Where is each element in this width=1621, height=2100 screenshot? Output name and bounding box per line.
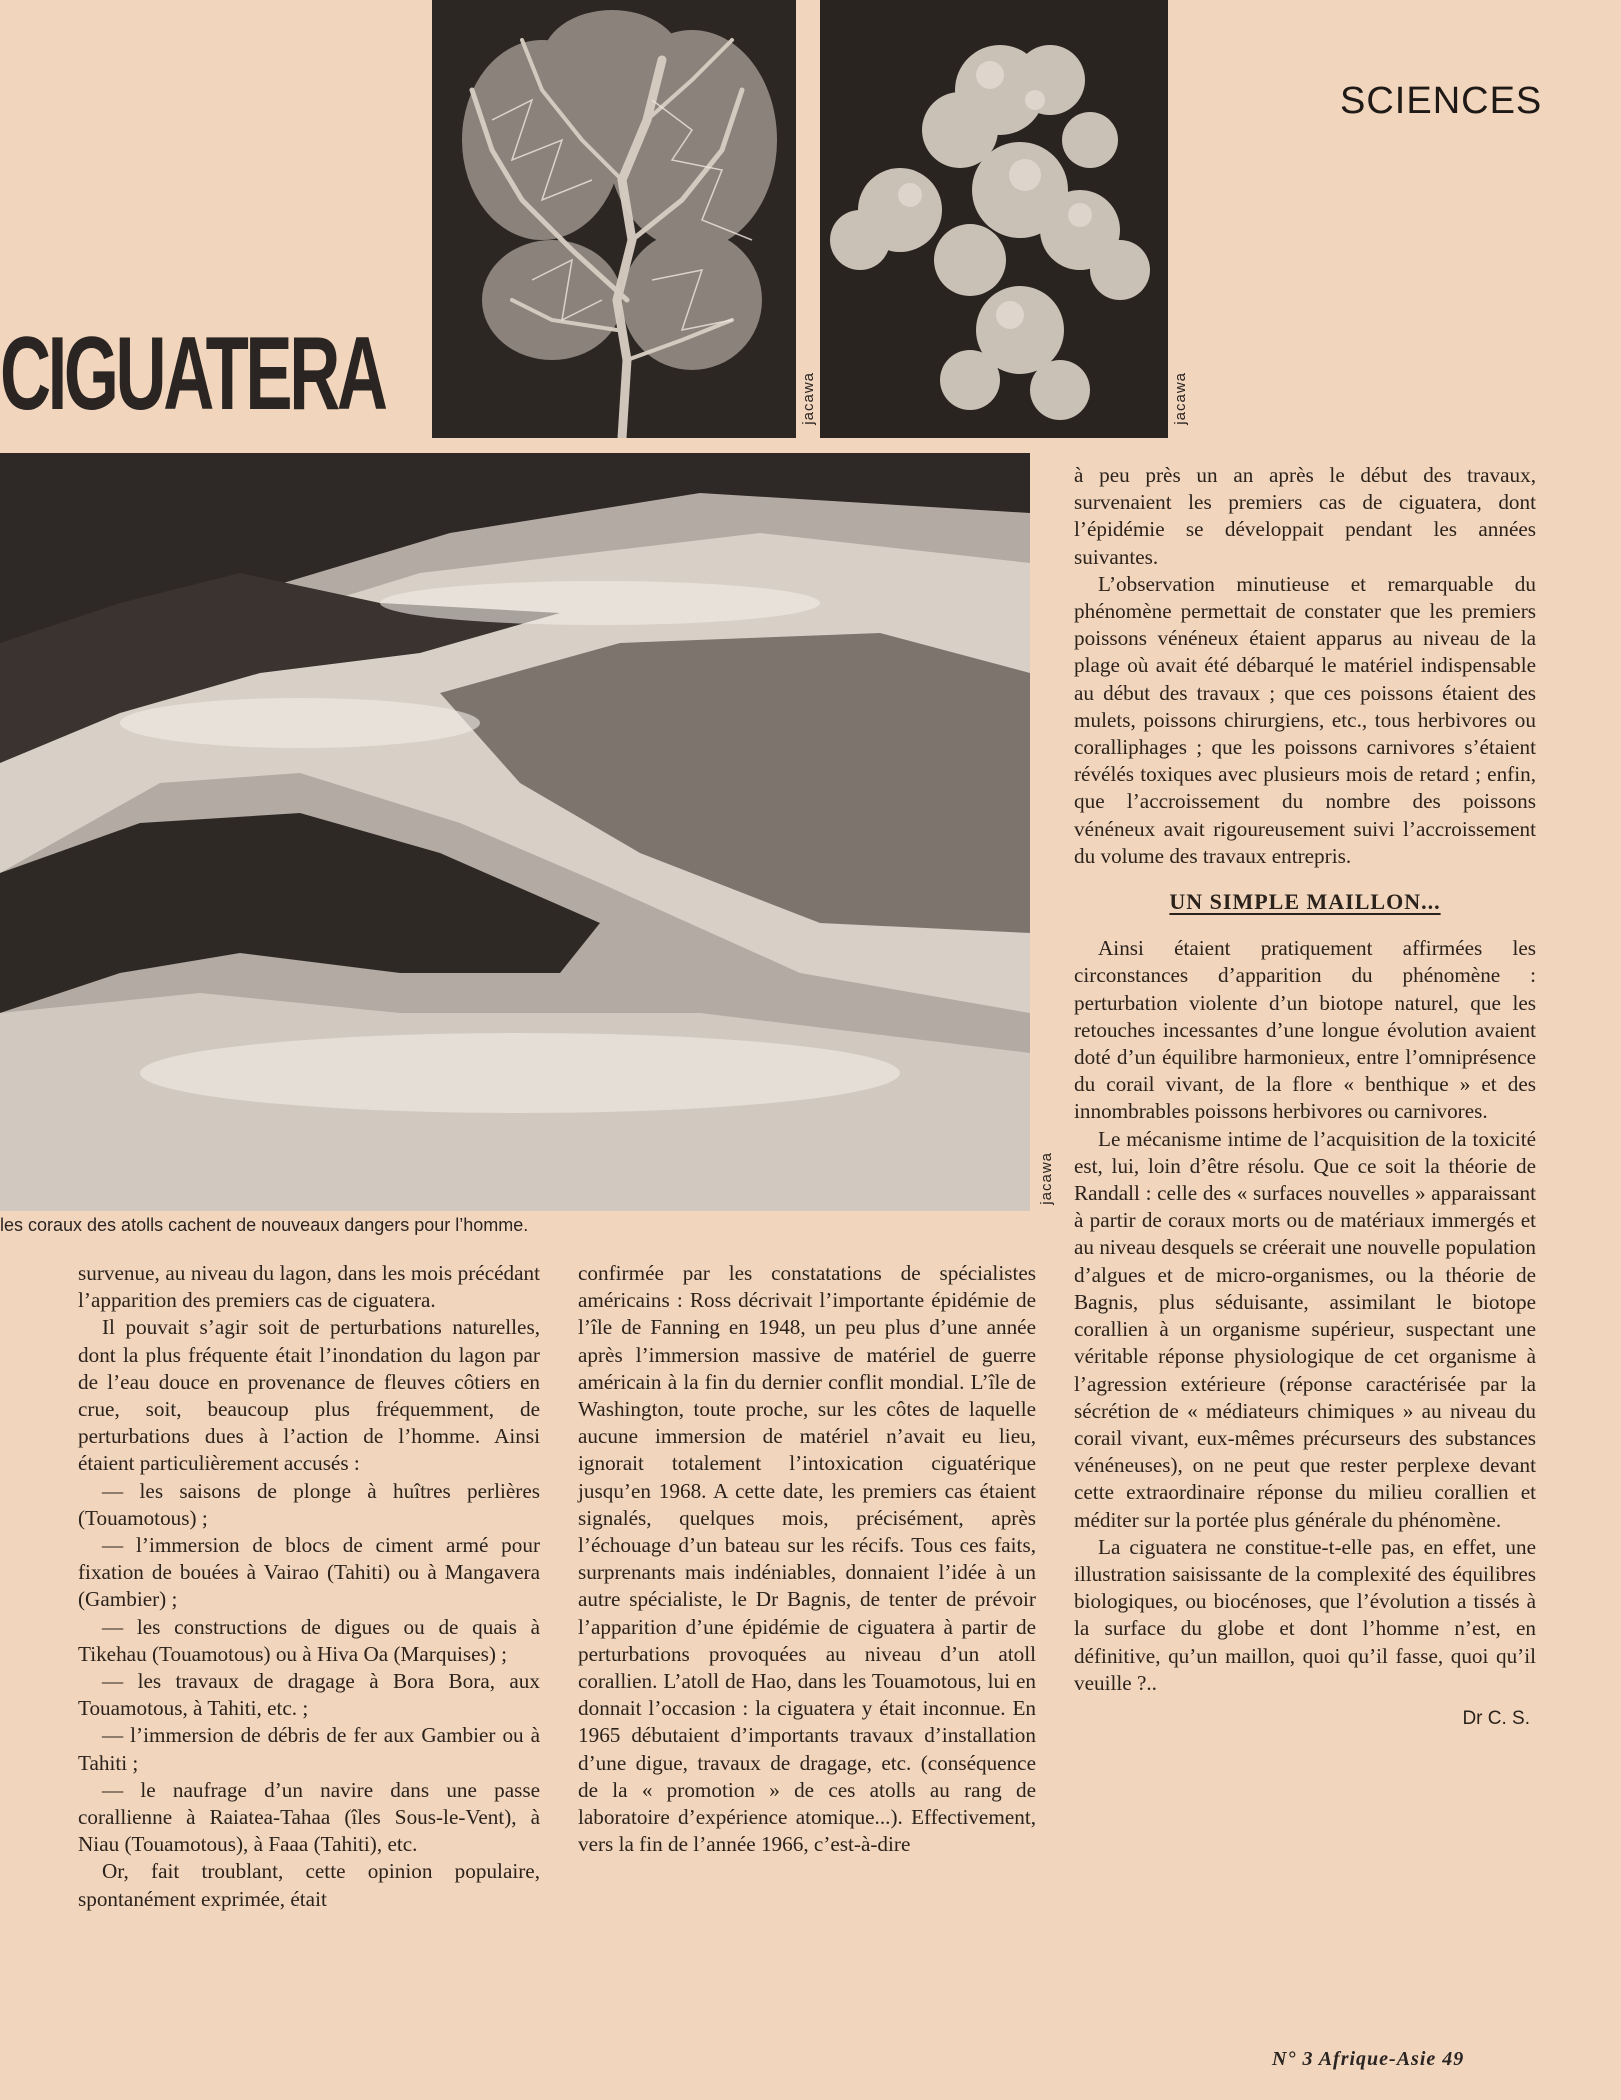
paragraph: à peu près un an après le début des travaux, survenaient les premiers cas de ciguatera, dont l’épidémie se développait pendant les années suivantes. [1074,463,1536,569]
paragraph: Ainsi étaient pratiquement affirmées les circonstances d’apparition du phénomène : perturbation violente d’un biotope naturel, que les retouches incessantes d’une longue évolution avaient doté d’un équilibre harmonieux, entre l’omniprésence du corail vivant, de la flore « benthique » et des innombrables poissons herbivores ou carnivores. [1074,936,1536,1124]
coral-photo-2 [820,0,1168,438]
paragraph: confirmée par les constatations de spécialistes américains : Ross décrivait l’importante épidémie de l’île de Fanning en 1948, un peu plus d’une année après l’immersion massive de matériel de guerre américain à la fin du dernier conflit mondial. L’île de Washington, toute proche, sur les côtes de laquelle aucune immersion de matériel n’avait eu lieu, ignorait totalement l’intoxication ciguatérique jusqu’en 1968. A cette date, les premiers cas étaient signalés, quelques mois, précisément, après l’échouage d’un bateau sur les récifs. Tous ces faits, surprenants mais indéniables, donnaient l’idée à un autre spécialiste, le Dr Bagnis, de tenter de prévoir l’apparition d’une épidémie de ciguatera à partir de perturbations provoquées au niveau d’un atoll corallien. L’atoll de Hao, dans les Touamotous, lui en donnait l’occasion : la ciguatera y était inconnue. En 1965 débutaient d’importants travaux d’installation d’une digue, travaux de dragage, etc. (conséquence de la « promotion » de ces atolls au rang de laboratoire d’expérience atomique...). Effectivement, vers la fin de l’année 1966, c’est-à-dire [578,1261,1036,1857]
list-item: — les saisons de plonge à huîtres perlières (Touamotous) ; [78,1478,540,1530]
subheading: UN SIMPLE MAILLON... [1169,889,1441,915]
atoll-aerial-photo [0,453,1030,1211]
photo-credit-3: jacawa [1038,1152,1055,1205]
headline: CIGUATERA [0,316,385,432]
author-signature: Dr C. S. [1462,1707,1530,1729]
list-item: — l’immersion de blocs de ciment armé pour fixation de bouées à Vairao (Tahiti) ou à Mangavera (Gambier) ; [78,1533,540,1612]
coral-photo-1 [432,0,796,438]
list-item: — l’immersion de débris de fer aux Gambier ou à Tahiti ; [78,1723,540,1775]
list-item: — les travaux de dragage à Bora Bora, aux Touamotous, à Tahiti, etc. ; [78,1669,540,1721]
paragraph: L’observation minutieuse et remarquable du phénomène permettait de constater que les premiers poissons vénéneux étaient apparus au niveau de la plage où avait été débarqué le matériel indispensable au début des travaux ; que ces poissons étaient des mulets, poissons chirurgiens, etc., tous herbivores ou coralliphages ; que les poissons carnivores s’étaient révélés toxiques avec plusieurs mois de retard ; enfin, que l’accroissement du nombre des poissons vénéneux avait rigoureusement suivi l’accroissement du volume des travaux entrepris. [1074,571,1536,868]
article-column-3 [1074,462,1536,1732]
photo-caption: les coraux des atolls cachent de nouveaux dangers pour l’homme. [0,1215,529,1235]
paragraph: Le mécanisme intime de l’acquisition de la toxicité est, lui, loin d’être résolu. Que ce soit la théorie de Randall : celle des « surfaces nouvelles » apparaissant à partir de coraux morts ou de matériaux immergés et au niveau desquels se créerait une nouvelle population d’algues et de micro-organismes, ou la théorie de Bagnis, plus séduisante, assimilant le biotope corallien à un organisme supérieur, suspectant une véritable réponse physiologique de cet organisme à l’agression extérieure (réponse caractérisée par la sécrétion de « médiateurs chimiques » au niveau du corail vivant, eux-mêmes précurseurs des substances vénéneuses), on ne peut que rester perplexe devant cette extraordinaire réponse du milieu corallien et méditer sur la portée plus générale du phénomène. [1074,1126,1536,1532]
page-folio: N° 3 Afrique-Asie 49 [1272,2048,1465,2070]
paragraph: Or, fait troublant, cette opinion populaire, spontanément exprimée, était [78,1859,540,1911]
photo-credit-1: jacawa [800,372,817,425]
paragraph: La ciguatera ne constitue-t-elle pas, en effet, une illustration saisissante de la complexité des équilibres biologiques, ou biocénoses, que l’évolution a tissés à la surface du globe et dont l’homme n’est, en définitive, qu’un maillon, quoi qu’il fasse, quoi qu’il veuille ?.. [1074,1534,1536,1695]
article-column-1 [78,1260,540,1913]
section-label: SCIENCES [1340,80,1543,122]
paragraph: survenue, au niveau du lagon, dans les mois précédant l’apparition des premiers cas de ciguatera. [78,1261,540,1313]
list-item: — les constructions de digues ou de quais à Tikehau (Touamotous) ou à Hiva Oa (Marquises) ; [78,1614,540,1666]
article-column-2 [578,1260,1036,1858]
photo-credit-2: jacawa [1172,372,1189,425]
list-item: — le naufrage d’un navire dans une passe corallienne à Raiatea-Tahaa (îles Sous-le-Vent), à Niau (Touamotous), à Faaa (Tahiti), etc. [78,1777,540,1857]
paragraph: Il pouvait s’agir soit de perturbations naturelles, dont la plus fréquente était l’inondation du lagon par de l’eau douce en provenance de fleuves côtiers en crue, soit, beaucoup plus fréquemment, de perturbations dues à l’action de l’homme. Ainsi étaient particulièrement accusés : [78,1315,540,1476]
